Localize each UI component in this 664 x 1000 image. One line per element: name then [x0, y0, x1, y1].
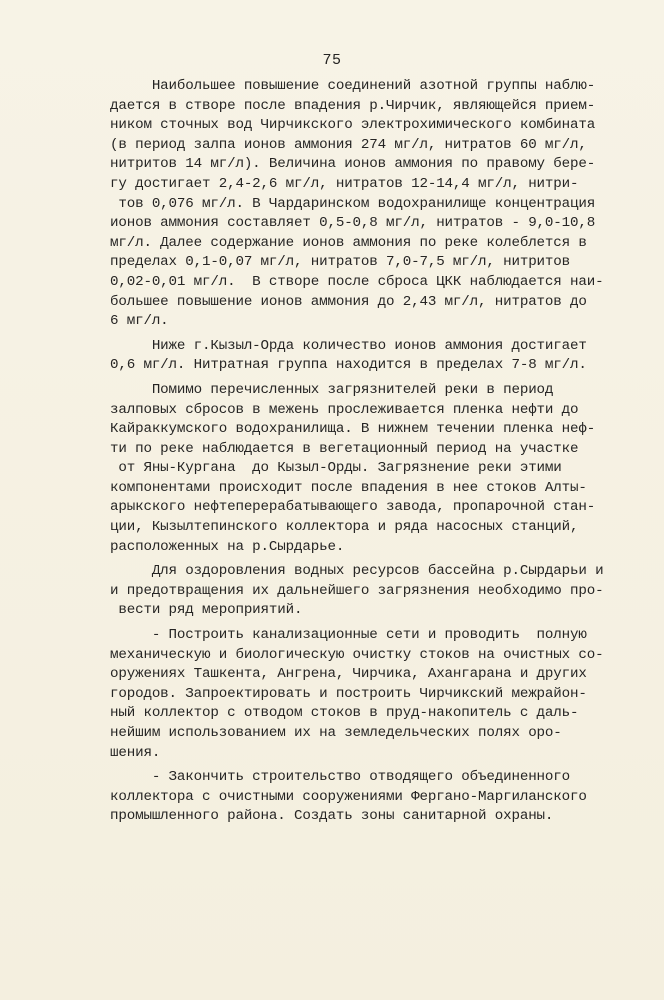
- document-body: [110, 77, 610, 827]
- text-line: Ниже г.Кызыл-Орда количество ионов аммония достигает: [110, 337, 587, 354]
- text-line: нитритов 14 мг/л). Величина ионов аммония по правому бере-: [110, 156, 596, 173]
- paragraph-measure-collector: [110, 768, 610, 827]
- text-line: большее повышение ионов аммония до 2,43 мг/л, нитратов до: [110, 293, 587, 310]
- text-line: вести ряд мероприятий.: [110, 602, 303, 619]
- text-line: городов. Запроектировать и построить Чирчикский межрайон-: [110, 685, 587, 702]
- paragraph-ammonia-nitrates: [110, 77, 610, 332]
- text-line: ти по реке наблюдается в вегетационный период на участке: [110, 440, 579, 457]
- text-line: и предотвращения их дальнейшего загрязнения необходимо про-: [110, 582, 604, 599]
- text-line: залповых сбросов в межень прослеживается пленка нефти до: [110, 401, 579, 418]
- paragraph-oil-film: [110, 381, 610, 557]
- text-line: 0,02-0,01 мг/л. В створе после сброса ЦКК наблюдается наи-: [110, 273, 604, 290]
- paragraph-measure-sewerage: [110, 626, 610, 763]
- text-line: от Яны-Кургана до Кызыл-Орды. Загрязнение реки этими: [110, 460, 562, 477]
- text-line: ником сточных вод Чирчикского электрохимического комбината: [110, 117, 596, 134]
- text-line: ный коллектор с отводом стоков в пруд-накопитель с даль-: [110, 705, 579, 722]
- text-line: - Построить канализационные сети и проводить полную: [110, 627, 587, 644]
- text-line: арыкского нефтеперерабатывающего завода, пропарочной стан-: [110, 499, 596, 516]
- text-line: 0,6 мг/л. Нитратная группа находится в пределах 7-8 мг/л.: [110, 357, 587, 374]
- text-line: Кайраккумского водохранилища. В нижнем течении пленка неф-: [110, 421, 596, 438]
- text-line: (в период залпа ионов аммония 274 мг/л, нитратов 60 мг/л,: [110, 136, 587, 153]
- text-line: промышленного района. Создать зоны санитарной охраны.: [110, 808, 554, 825]
- text-line: пределах 0,1-0,07 мг/л, нитратов 7,0-7,5 мг/л, нитритов: [110, 254, 571, 271]
- paragraph-kyzylorda: [110, 337, 610, 376]
- text-line: дается в створе после впадения р.Чирчик, являющейся прием-: [110, 97, 596, 114]
- text-line: расположенных на р.Сырдарье.: [110, 538, 345, 555]
- text-line: ионов аммония составляет 0,5-0,8 мг/л, нитратов - 9,0-10,8: [110, 215, 596, 232]
- page-number: 75: [322, 52, 342, 69]
- text-line: Для оздоровления водных ресурсов бассейна р.Сырдарьи и: [110, 563, 604, 580]
- text-line: механическую и биологическую очистку стоков на очистных со-: [110, 646, 604, 663]
- text-line: компонентами происходит после впадения в нее стоков Алты-: [110, 479, 587, 496]
- text-line: гу достигает 2,4-2,6 мг/л, нитратов 12-14,4 мг/л, нитри-: [110, 175, 579, 192]
- text-line: коллектора с очистными сооружениями Ферганo-Маргиланского: [110, 788, 587, 805]
- text-line: 6 мг/л.: [110, 313, 169, 330]
- text-line: Помимо перечисленных загрязнителей реки в период: [110, 381, 554, 398]
- text-line: шения.: [110, 744, 161, 761]
- paragraph-measures-intro: [110, 562, 610, 621]
- text-line: Наибольшее повышение соединений азотной группы наблю-: [110, 78, 596, 94]
- text-line: ции, Кызылтепинского коллектора и ряда насосных станций,: [110, 519, 579, 536]
- text-line: нейшим использованием их на земледельческих полях оро-: [110, 725, 562, 741]
- text-line: мг/л. Далее содержание ионов аммония по реке колеблется в: [110, 234, 587, 251]
- text-line: тов 0,076 мг/л. В Чардаринском водохранилище концентрация: [110, 195, 596, 212]
- text-line: оружениях Ташкента, Ангрена, Чирчика, Ахангарана и других: [110, 666, 587, 683]
- text-line: - Закончить строительство отводящего объединенного: [110, 769, 571, 786]
